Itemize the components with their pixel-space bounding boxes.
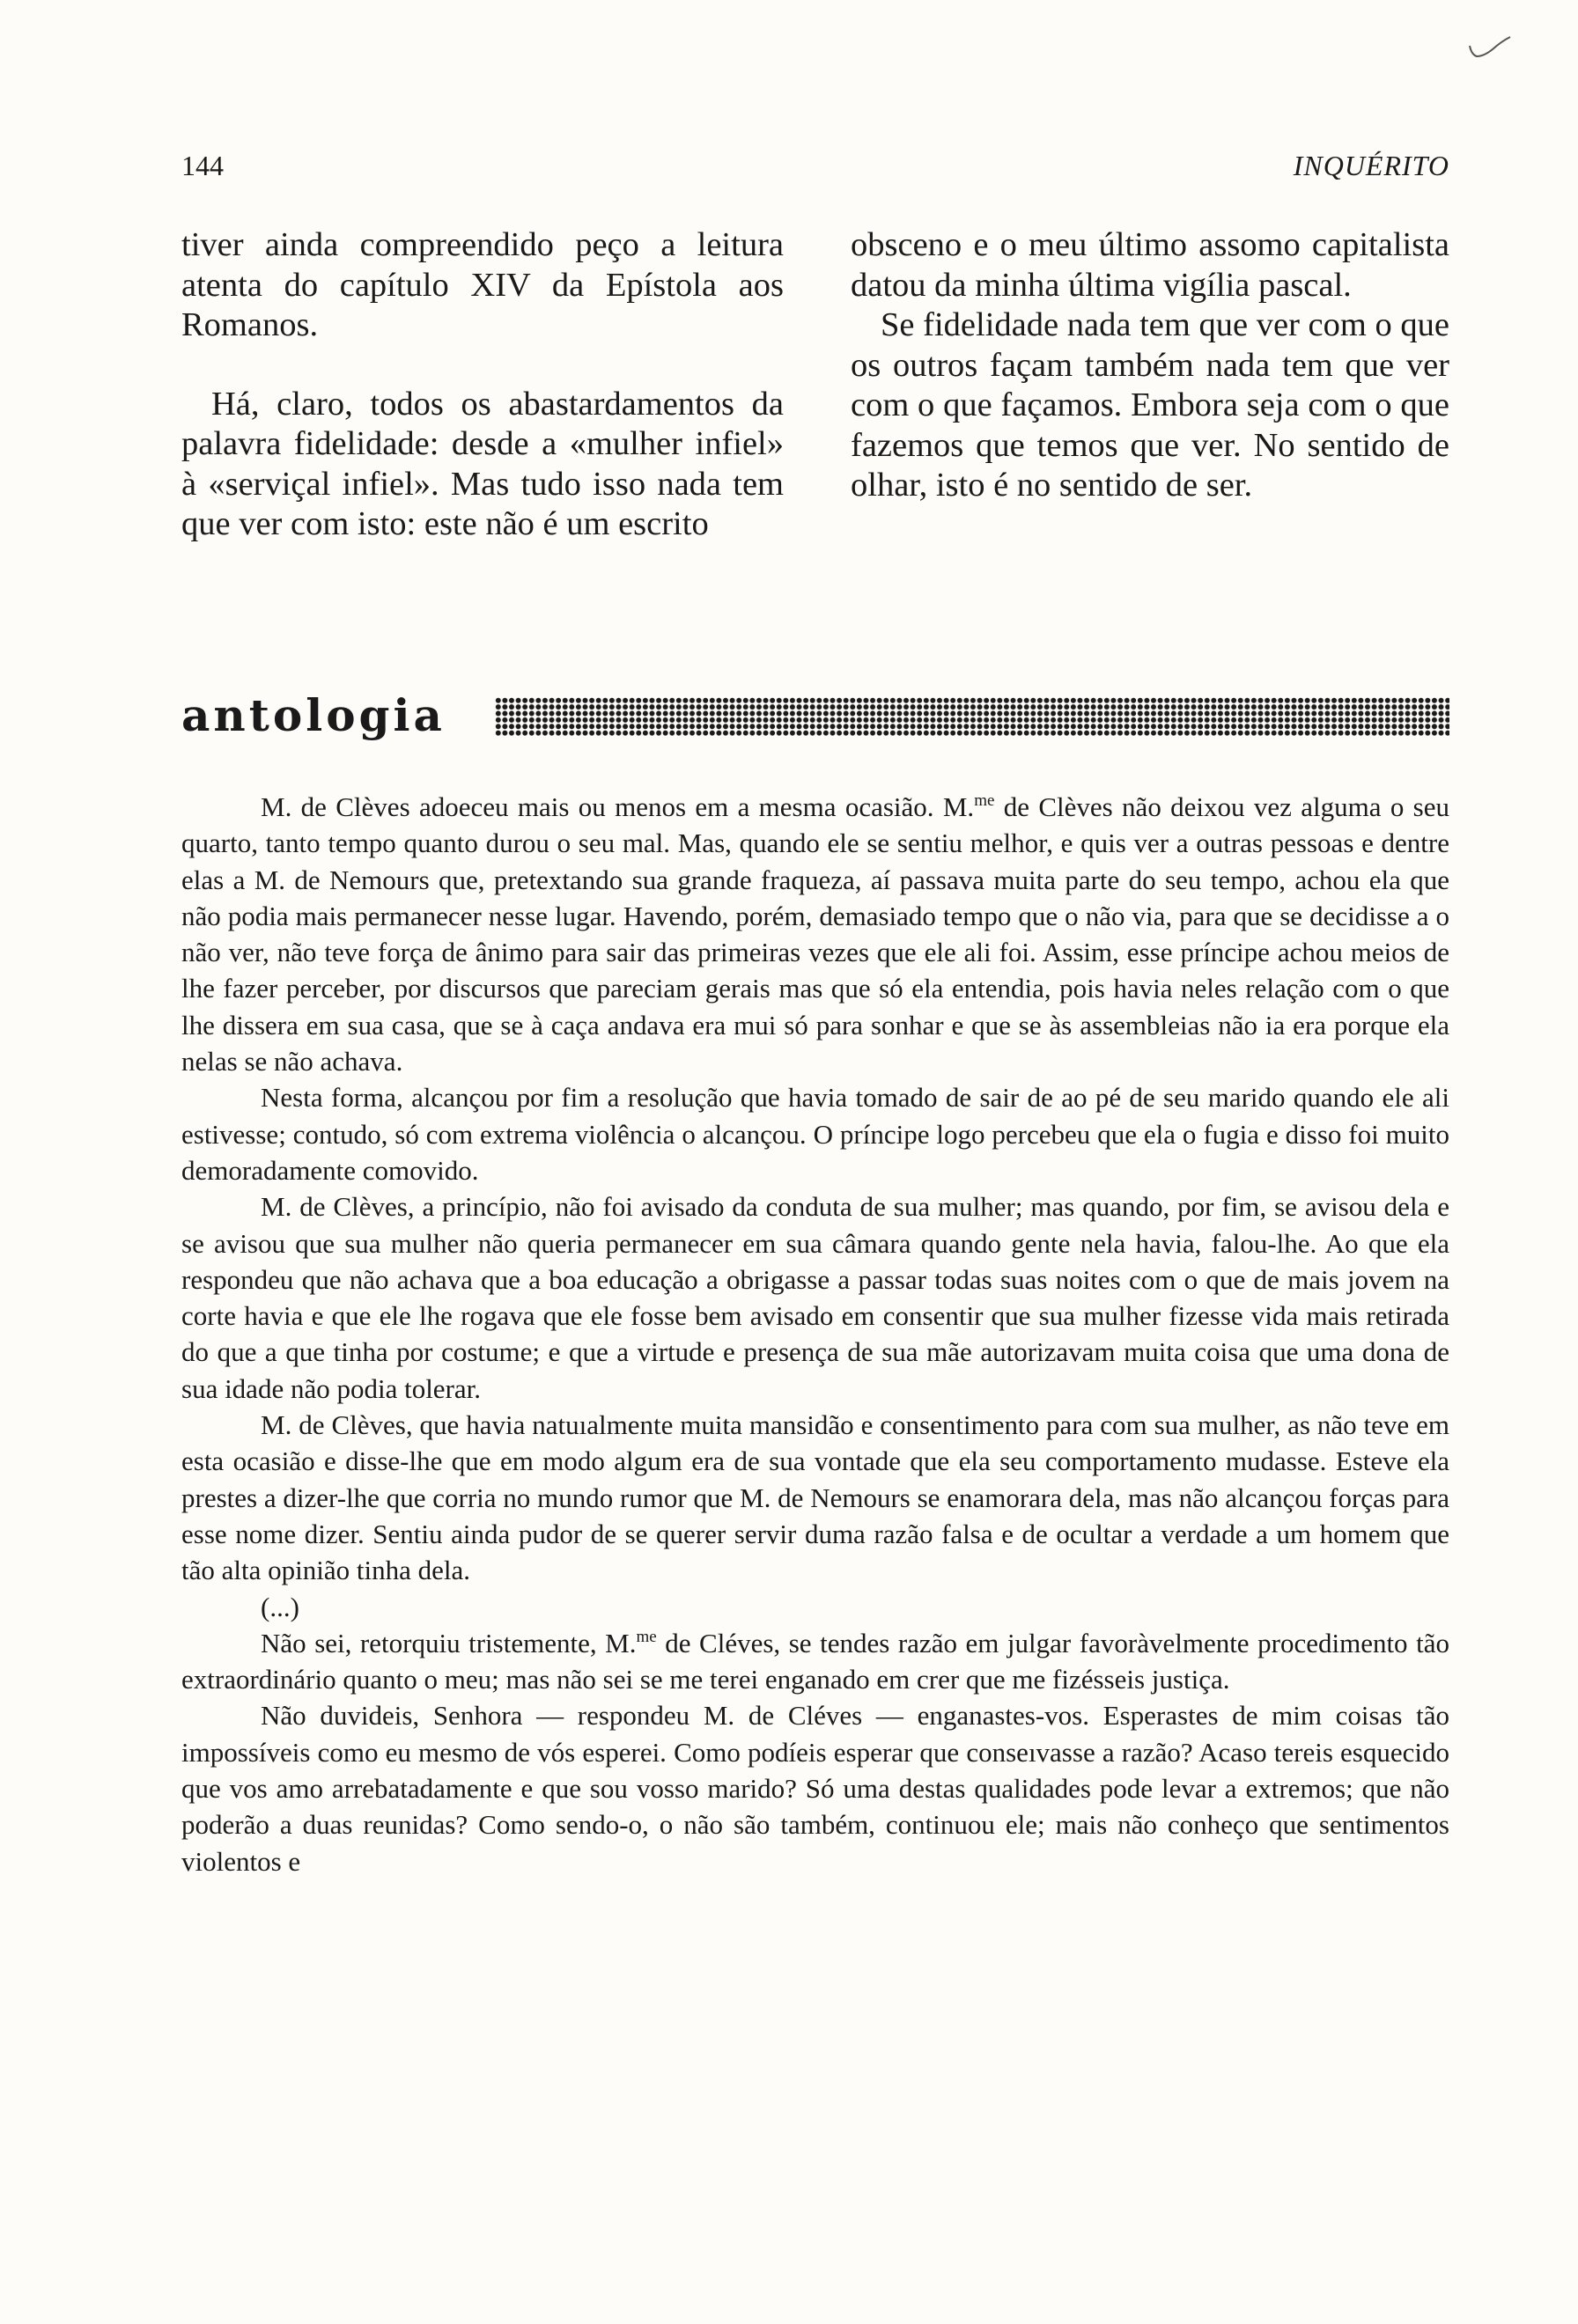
page-number: 144 [181, 150, 224, 181]
excerpt-paragraph [181, 789, 1449, 1079]
essay-paragraph: Há, claro, todos os abastardamentos da palavra fidelidade: desde a «mulher infiel» à «serviçal infiel». Mas tudo isso nada tem que ver com isto: este não é um escrito [181, 385, 784, 542]
excerpt-paragraph [181, 1625, 1449, 1698]
excerpt-paragraph: M. de Clèves, que havia natuıalmente muita mansidão e consentimento para com sua mulher, as não teve em esta ocasião e disse-lhe que em modo algum era de sua vontade que ela seu comportamento mudasse. Esteve ela prestes a dizer-lhe que corria no mundo rumor que M. de Nemours se enamorara dela, mas não alcançou forças para esse nome dizer. Sentiu ainda pudor de se querer servir duma razão falsa e de ocultar a verdade a um homem que tão alta opinião tinha dela. [181, 1409, 1449, 1586]
essay-left-column [181, 225, 784, 545]
anthology-excerpt [181, 789, 1449, 1879]
excerpt-text: Não sei, retorquiu tristemente, M. [261, 1627, 637, 1658]
excerpt-ellipsis: (...) [261, 1591, 299, 1622]
excerpt-paragraph: M. de Clèves, a princípio, não foi avisado da conduta de sua mulher; mas quando, por fim, se avisou dela e se avisou que sua mulher não queria permanecer em sua câmara quando gente nela havia, falou-lhe. Ao que ela respondeu que não achava que a boa educação a obrigasse a passar todas suas noites com o que de mais jovem na corte havia e que ele lhe rogava que ele fosse bem avisado em consentir que sua mulher fizesse vida mais retirada do que a que tinha por costume; e que a virtude e presença de sua mãe autorizavam muita coisa que uma dona de sua idade não podia tolerar. [181, 1191, 1449, 1404]
superscript: me [636, 1627, 657, 1646]
section-title: antologia [181, 689, 446, 741]
running-head [181, 150, 1449, 194]
running-title: INQUÉRITO [1293, 150, 1449, 181]
excerpt-text: M. de Clèves adoeceu mais ou menos em a mesma ocasião. M. [261, 791, 975, 822]
essay-right-column [851, 225, 1449, 506]
essay-paragraph: obsceno e o meu último assomo capitalista datou da minha última vigília pascal. [851, 226, 1449, 304]
excerpt-text: de Cléves, se tendes razão em julgar favoràvelmente procedimento tão extraordinário quanto o meu; mas não sei se me terei enganado em crer que me fizésseis justiça. [181, 1627, 1449, 1695]
handwritten-check-mark [1466, 33, 1512, 65]
excerpt-paragraph: Nesta forma, alcançou por fim a resolução que havia tomado de sair de ao pé de seu marido quando ele ali estivesse; contudo, só com extrema violência o alcançou. O príncipe logo percebeu que ela o fugia e disso foi muito demoradamente comovido. [181, 1082, 1449, 1186]
excerpt-paragraph: Não duvideis, Senhora — respondeu M. de Cléves — enganastes-vos. Esperastes de mim coisas tão impossíveis como eu mesmo de vós esperei. Como podíeis esperar que conseıvasse a razão? Acaso tereis esquecido que vos amo arrebatadamente e que sou vosso marido? Só uma destas qualidades pode levar a extremos; que não poderão a duas reunidas? Como sendo-o, o não são também, continuou ele; mais não conheço que sentimentos violentos e [181, 1700, 1449, 1877]
section-heading [181, 685, 1449, 746]
dotted-ornament-rule [495, 697, 1449, 736]
excerpt-text: de Clèves não deixou vez alguma o seu quarto, tanto tempo quanto durou o seu mal. Mas, quando ele se sentiu melhor, e quis ver a outras pessoas e dentre elas a M. de Nemours que, pretextando sua grande fraqueza, aí passava muita parte do seu tempo, achou ela que não podia mais permanecer nesse lugar. Havendo, porém, demasiado tempo que o não via, para que se decidisse a o não ver, não teve força de ânimo para sair das primeiras vezes que ele ali foi. Assim, esse príncipe achou meios de lhe fazer perceber, por discursos que pareciam gerais mas que só ela entendia, pois havia neles relação com o que lhe dissera em sua casa, que se à caça andava era mui só para sonhar e que se às assembleias não ia era porque ela nelas se não achava. [181, 791, 1449, 1077]
essay-paragraph: Se fidelidade nada tem que ver com o que os outros façam também nada tem que ver com o que façamos. Embora seja com o que fazemos que temos que ver. No sentido de olhar, isto é no sentido de ser. [851, 306, 1449, 504]
superscript: me [974, 791, 995, 810]
essay-paragraph: tiver ainda compreendido peço a leitura atenta do capítulo XIV da Epístola aos Romanos. [181, 226, 784, 343]
